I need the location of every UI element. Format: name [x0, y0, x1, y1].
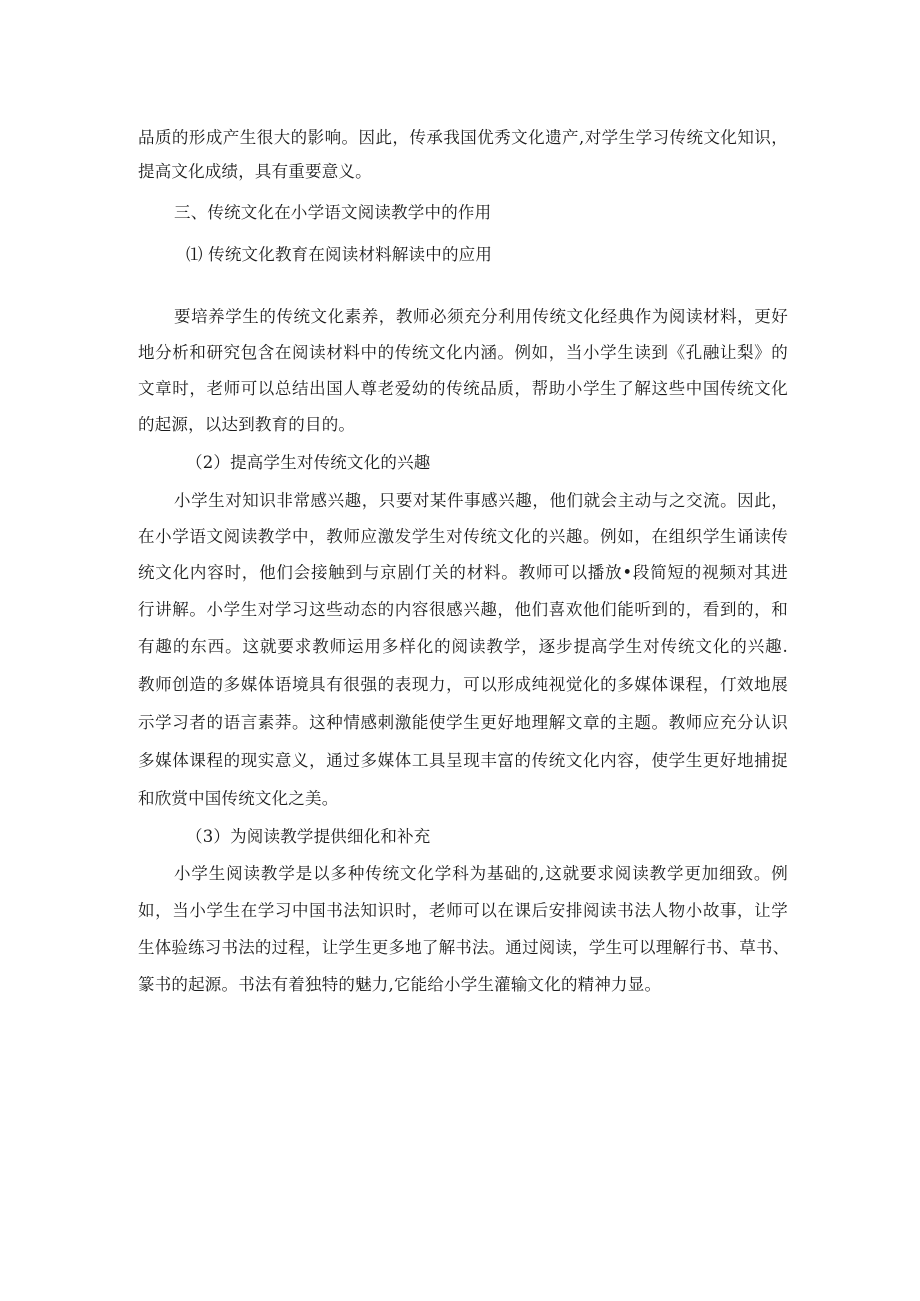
paragraph-line: 行讲解。小学生对学习这些动态的内容很感兴趣，他们喜欢他们能听到的，看到的，和 — [138, 600, 788, 619]
paragraph-line: 如，当小学生在学习中国书法知识时，老师可以在课后安排阅读书法人物小故事，让学 — [138, 901, 788, 920]
intro-line: 品质的形成产生很大的影响。因此，传承我国优秀文化遗产,对学生学习传统文化知识， — [138, 128, 788, 147]
paragraph-line: 小学生阅读教学是以多种传统文化学科为基础的,这就要求阅读教学更加细致。例 — [174, 864, 788, 883]
subsection-heading-1: ⑴ 传统文化教育在阅读材料解读中的应用 — [186, 245, 493, 264]
paragraph-line: 地分析和研究包含在阅读材料中的传统文化内涵。例如，当小学生读到《孔融让梨》的 — [138, 343, 788, 362]
paragraph-line: 多媒体课程的现实意义，通过多媒体工具呈现丰富的传统文化内容，使学生更好地捕捉 — [138, 751, 788, 770]
paragraph-line: 小学生对知识非常感兴趣，只要对某件事感兴趣，他们就会主动与之交流。因此， — [174, 491, 788, 510]
paragraph-line: 示学习者的语言素莽。这种情感刺激能使学生更好地理解文章的主题。教师应充分认识 — [138, 713, 788, 732]
paragraph-line: 要培养学生的传统文化素养，教师必须充分利用传统文化经典作为阅读材料，更好 — [174, 307, 788, 326]
subsection-heading-3: （3）为阅读教学提供细化和补充 — [186, 827, 431, 846]
paragraph-line: 教师创造的多媒体语境具有很强的表现力，可以形成纯视觉化的多媒体课程，仃效地展 — [138, 675, 788, 694]
section-heading: 三、传统文化在小学语文阅读教学中的作用 — [174, 203, 492, 222]
paragraph-line: 统文化内容时，他们会接触到与京剧仃关的材料。教师可以播放•段简短的视频对其进 — [138, 563, 788, 582]
paragraph-line: 和欣赏中国传统文化之美。 — [138, 789, 339, 808]
paragraph-line: 的起源，以达到教育的目的。 — [138, 415, 356, 434]
paragraph-line: 生体验练习书法的过程，让学生更多地了解书法。通过阅读，学生可以理解行书、草书、 — [138, 938, 790, 957]
paragraph-line: 在小学语文阅读教学中，教师应激发学生对传统文化的兴趣。例如，在组织学生诵读传 — [138, 527, 788, 546]
paragraph-line: 有趣的东西。这就要求教师运用多样化的阅读教学，逐步提高学生对传统文化的兴趣. — [138, 637, 788, 656]
paragraph-line: 篆书的起源。书法有着独特的魅力,它能给小学生灌输文化的精神力显。 — [138, 975, 662, 994]
paragraph-line: 文章时，老师可以总结出国人尊老爱幼的传统品质，帮助小学生了解这些中国传统文化 — [138, 379, 788, 398]
intro-line: 提高文化成绩，具有重要意义。 — [138, 162, 372, 181]
subsection-heading-2: （2）提高学生对传统文化的兴趣 — [186, 453, 431, 472]
